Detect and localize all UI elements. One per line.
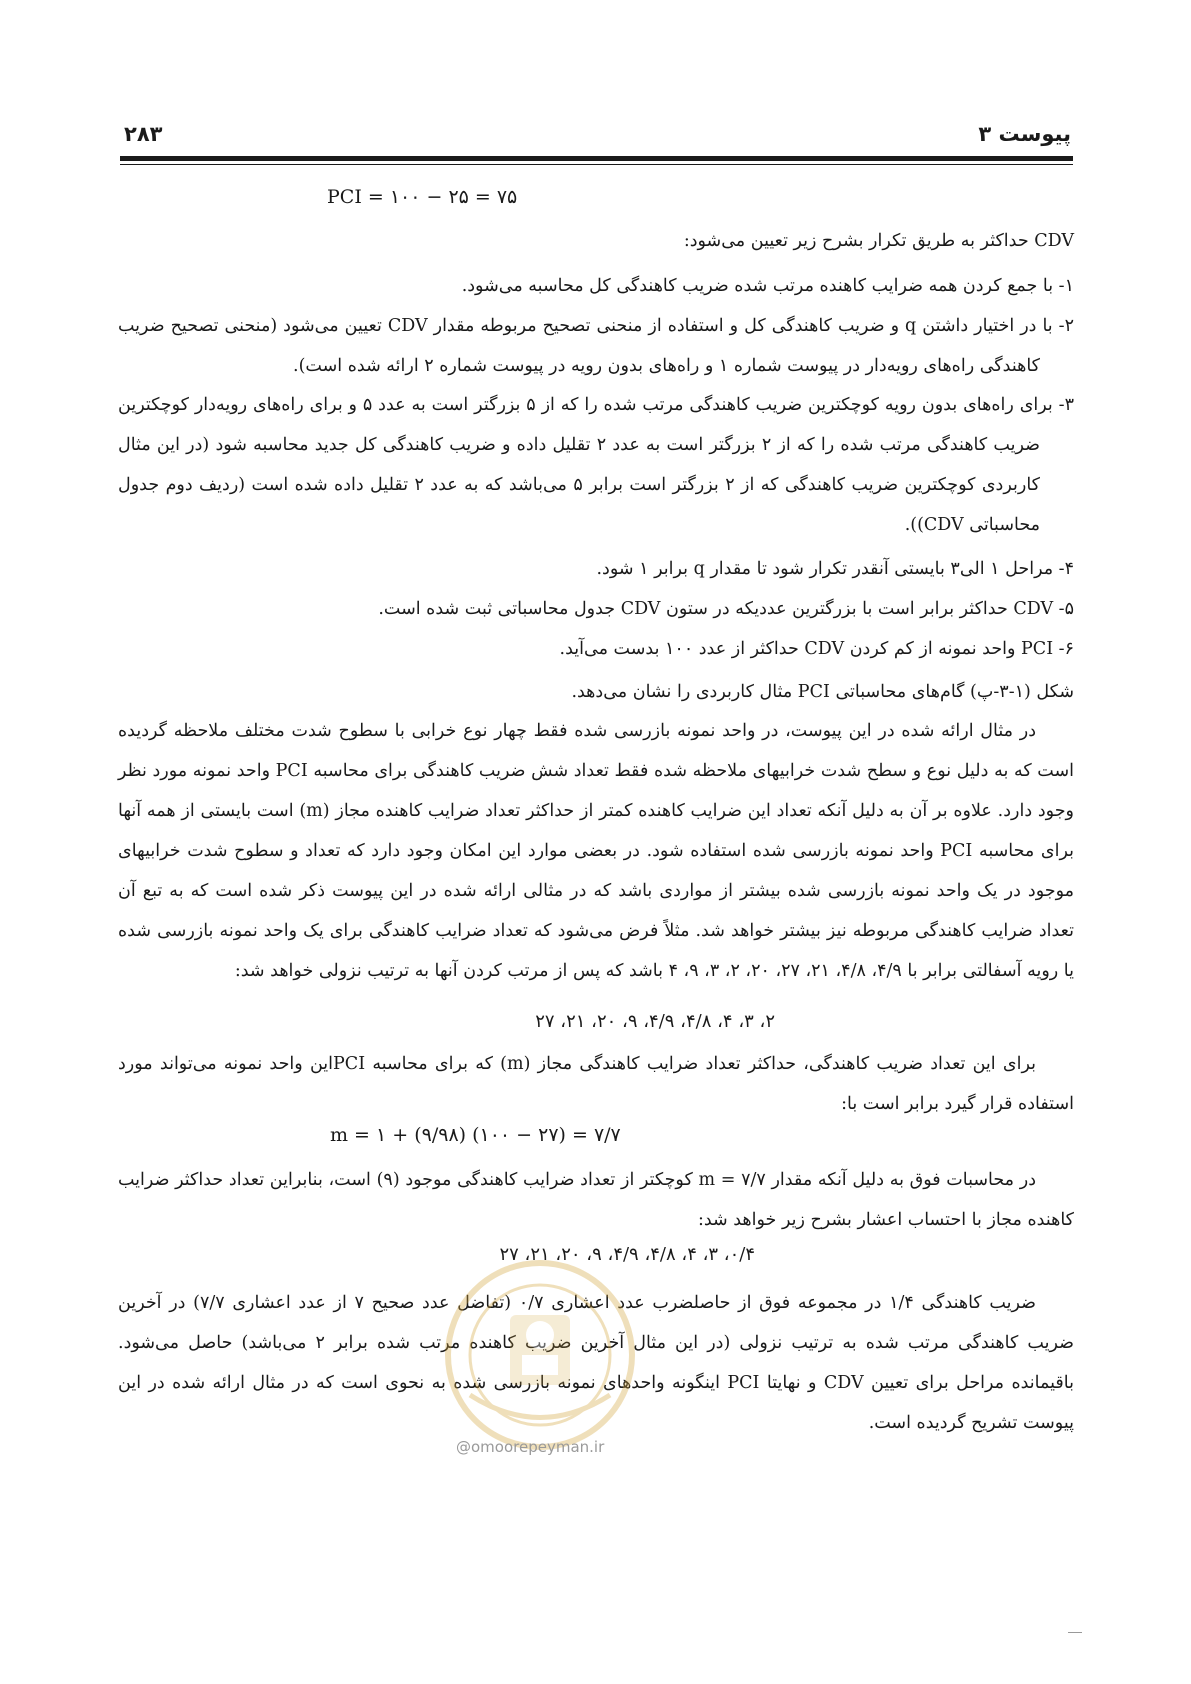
- step-4: ۴- مراحل ۱ الی۳ بایستی آنقدر تکرار شود تا مقدار q برابر ۱ شود.: [596, 559, 1074, 579]
- corner-mark: [1068, 1632, 1082, 1633]
- paragraph-2: برای این تعداد ضریب کاهندگی، حداکثر تعداد ضرایب کاهندگی مجاز (m) که برای محاسبه PCIاین واحد نمونه می‌تواند مورد استفاده قرار گیرد برابر است با:: [118, 1054, 1074, 1114]
- step-3: ۳- برای راه‌های بدون رویه کوچکترین ضریب کاهندگی مرتب شده را که از ۵ بزرگتر است به عدد ۵ و برای راه‌های رویه‌دار کوچکترین ضریب کاهندگی مرتب شده را که از ۲ بزرگتر است به عدد ۲ تقلیل داده و ضریب کاهندگی کل جدید محاسبه شود (در این مثال کاربردی کوچکترین ضریب کاهندگی که از ۲ بزرگتر است برابر ۵ می‌باشد که به عدد ۲ تقلیل داده شده است (ردیف دوم جدول محاسباتی CDV)).: [118, 395, 1074, 535]
- formula-m: m = ۱ + (۹/۹۸) (۱۰۰ − ۲۷) = ۷/۷: [330, 1124, 621, 1146]
- header-title: پیوست ۳: [978, 122, 1071, 146]
- step-5: ۵- CDV حداکثر برابر است با بزرگترین عددیکه در ستون CDV جدول محاسباتی ثبت شده است.: [378, 599, 1074, 619]
- paragraph-1: در مثال ارائه شده در این پیوست، در واحد نمونه بازرسی شده فقط چهار نوع خرابی با سطوح شدت مختلف ملاحظه گردیده است که به دلیل نوع و سطح شدت خرابیهای ملاحظه شده فقط تعداد شش ضریب کاهندگی برای محاسبه PCI واحد نمونه مورد نظر وجود دارد. علاوه بر آن به دلیل آنکه تعداد این ضرایب کاهنده کمتر از حداکثر تعداد ضرایب کاهنده مجاز (m) است بایستی از همه آنها برای محاسبه PCI واحد نمونه بازرسی شده استفاده شود. در بعضی موارد این امکان وجود دارد که تعداد و سطوح شدت خرابیهای موجود در یک واحد نمونه بازرسی شده بیشتر از مواردی باشد که در مثالی ارائه شده در این پیوست ذکر شده است که به تبع آن تعداد ضرایب کاهندگی مربوطه نیز بیشتر خواهد شد. مثلاً فرض می‌شود که تعداد ضرایب کاهندگی برای یک واحد نمونه بازرسی شده یا رویه آسفالتی برابر با ۴/۹، ۴/۸، ۲۱، ۲۷، ۲۰، ۲، ۳، ۹، ۴ باشد که پس از مرتب کردن آنها به ترتیب نزولی خواهد شد:: [118, 721, 1074, 981]
- figure-reference: شکل (۱-۳-پ) گام‌های محاسباتی PCI مثال کاربردی را نشان می‌دهد.: [571, 682, 1074, 702]
- adjusted-values-list: ۰/۴، ۳، ۴، ۴/۸، ۴/۹، ۹، ۲۰، ۲۱، ۲۷: [499, 1244, 755, 1265]
- intro-text: CDV حداکثر به طریق تکرار بشرح زیر تعیین می‌شود:: [683, 231, 1074, 251]
- header-rule-thin: [120, 164, 1073, 165]
- watermark-site: @omoorepeyman.ir: [456, 1438, 605, 1456]
- page-number: ۲۸۳: [124, 122, 163, 146]
- step-1: ۱- با جمع کردن همه ضرایب کاهنده مرتب شده ضریب کاهندگی کل محاسبه می‌شود.: [461, 276, 1074, 296]
- formula-pci: PCI = ۱۰۰ − ۲۵ = ۷۵: [327, 186, 518, 208]
- paragraph-4: ضریب کاهندگی ۱/۴ در مجموعه فوق از حاصلضرب عدد اعشاری ۰/۷ (تفاضل عدد صحیح ۷ از عدد اعشاری ۷/۷) در آخرین ضریب کاهندگی مرتب شده به ترتیب نزولی (در این مثال آخرین ضریب کاهنده مرتب شده برابر ۲ می‌باشد) حاصل می‌شود. باقیمانده مراحل برای تعیین CDV و نهایتا PCI اینگونه واحدهای نمونه بازرسی شده به نحوی است که در مثال ارائه شده در این پیوست تشریح گردیده است.: [118, 1293, 1074, 1433]
- step-2: ۲- با در اختیار داشتن q و ضریب کاهندگی کل و استفاده از منحنی تصحیح مربوطه مقدار CDV تعیین می‌شود (منحنی تصحیح ضریب کاهندگی راه‌های رویه‌دار در پیوست شماره ۱ و راه‌های بدون رویه در پیوست شماره ۲ ارائه شده است).: [118, 316, 1074, 376]
- sorted-values-list: ۲، ۳، ۴، ۴/۸، ۴/۹، ۹، ۲۰، ۲۱، ۲۷: [535, 1011, 775, 1032]
- paragraph-3: در محاسبات فوق به دلیل آنکه مقدار m = ۷/۷ کوچکتر از تعداد ضرایب کاهندگی موجود (۹) است، بنابراین تعداد حداکثر ضرایب کاهنده مجاز با احتساب اعشار بشرح زیر خواهد شد:: [118, 1170, 1074, 1230]
- watermark-logo-icon: [440, 1255, 640, 1455]
- step-6: ۶- PCI واحد نمونه از کم کردن CDV حداکثر از عدد ۱۰۰ بدست می‌آید.: [559, 639, 1074, 659]
- header-rule-thick: [120, 156, 1073, 161]
